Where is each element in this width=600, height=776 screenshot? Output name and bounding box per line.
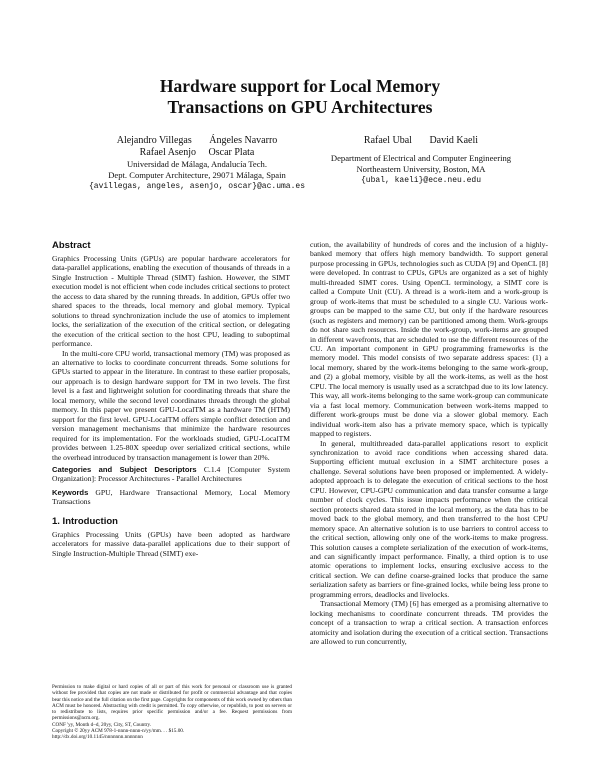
intro-paragraph-3: Transactional Memory (TM) [6] has emerged as a promising alternative to locking mechanisms to coordinate concurrent threads. TM provides the concept of a transaction to wrap a critical section. A transaction enforces atomicity and isolation during the execution of a critical section. Transactions are allowed to run concurrently,	[310, 599, 548, 647]
categories-descriptors	[52, 465, 290, 484]
affiliation-malaga	[62, 135, 332, 193]
abstract-paragraph-2: In the multi-core CPU world, transactional memory (TM) was proposed as an alternative to locks to coordinate concurrent threads. Some solutions for GPUs started to appear in the literature. In contrast to these earlier proposals, our approach is to design hardware support for TM in two levels. The first level is a fast and lightweight solution for coordinating threads that share the local memory, while the second level coordinates threads through the global memory. In this paper we present GPU-LocalTM as a hardware TM (HTM) support for the first level. GPU-LocalTM offers simple conflict detection and version management mechanisms that minimize the hardware resources required for its implementation. For the workloads studied, GPU-LocalTM provides between 1.25-80X speedup over serialized critical sections, while the overhead introduced by transaction management is lower than 20%.	[52, 348, 290, 462]
keywords	[52, 488, 290, 507]
affiliation-northeastern	[298, 135, 544, 187]
right-column	[310, 240, 548, 646]
doi-link[interactable]: http://dx.doi.org/10.1145/nnnnnnn.nnnnnnn	[52, 734, 143, 741]
author-email: {ubal, kaeli}@ece.neu.edu	[360, 176, 482, 186]
paper-title	[0, 76, 600, 118]
keywords-text: GPU, Hardware Transactional Memory, Local Memory Transactions	[52, 487, 290, 507]
intro-paragraph-1-cont: cution, the availability of hundreds of cores and the inclusion of a highly-banked memory that offers high memory bandwidth. To support general purpose processing in GPUs, technologies such as CUDA [9] and OpenCL [8] were developed. In contrast to CPUs, GPUs are organized as a set of highly multi-threaded SIMT cores. Using OpenCL terminology, a SIMT core is called a Compute Unit (CU). A thread is a work-item and a work-group is group of work-items that must be scheduled to a single CU. Various work-groups can be mapped to the same CU, but only if the hardware resources (such as registers and memory) can be partitioned among them. Work-groups do not share such resources. Inside the work-group, work-items are grouped in different wavefronts, that are scheduled to use the different resources of the CU. An important component in GPU programming frameworks is the memory model. This model consists of two separate address spaces: (1) a local memory, shared by the work-items belonging to the same work-group, and (2) a global memory, visible by all the work-items, as well as the host CPU. The local memory is usually used as a scratchpad due to its low latency. This way, all work-items belonging to the same work-group can communicate via a fast local memory. Communication between work-items mapped to different work-groups must be done via a slower global memory. Each individual work-item also has a private memory space, which is typically mapped to registers.	[310, 240, 548, 439]
title-line-2: Transactions on GPU Architectures	[167, 97, 433, 117]
abstract-heading: Abstract	[52, 240, 91, 251]
copyright-line: Copyright © 20yy ACM 978-1-nnnn-nnnn-n/yy/mm. . . $15.00.	[52, 728, 185, 735]
affiliation-line-2: Northeastern University, Boston, MA	[356, 164, 486, 175]
introduction-heading: 1. Introduction	[52, 515, 118, 527]
affiliation-line-1: Universidad de Málaga, Andalucía Tech.	[126, 159, 268, 169]
author-email: {avillegas, angeles, asenjo, oscar}@ac.uma.es	[88, 182, 306, 192]
keywords-heading: Keywords	[52, 487, 89, 497]
left-column	[52, 240, 290, 558]
intro-paragraph-2: In general, multithreaded data-parallel applications resort to explicit synchronization to avoid race conditions when accessing shared data. Supporting efficient mutual exclusion in a SIMT architecture poses a challenge. Several solutions have been proposed or implemented. A widely-adopted approach is to delegate the execution of critical sections to the host CPU. However, CPU-GPU communication and data transfer consume a large number of clock cycles. This issue impacts performance when the critical section protects shared data stored in the local memory, as the data has to be moved back to the global memory, and then transferred to the host CPU memory space. An alternative solution is to use barriers to control access to the critical section, allowing only one of the work-items to make progress. This solution causes a complete serialization of the execution of work-items, and can significantly impact performance. Finally, a third option is to use atomic operations to implement locks, ensuring exclusive access to the critical section. We can define coarse-grained locks that produce the same serialization safety as barriers or fine-grained locks, while being less prone to programming errors, deadlocks and livelocks.	[310, 438, 548, 599]
title-line-1: Hardware support for Local Memory	[159, 76, 441, 96]
author-names-2: Rafael Asenjo Oscar Plata	[139, 147, 255, 158]
conference-info: CONF 'yy, Month d–d, 20yy, City, ST, Country.	[52, 721, 152, 728]
author-names-1: Alejandro Villegas Ángeles Navarro	[116, 135, 278, 146]
abstract-paragraph-1: Graphics Processing Units (GPUs) are popular hardware accelerators for data-parallel applications, enabling the execution of thousands of threads in a Single Instruction - Multiple Thread (SIMT) fashion. However, the SIMT execution model is not efficient when code includes critical sections to protect the access to data shared by the running threads. In addition, GPUs offer two shared spaces to the threads, local memory and global memory. Typical solutions to thread synchronization include the use of atomics to implement locks, the serialization of the execution of the critical section, or delegating the execution of the critical section to the host CPU, leading to suboptimal performance.	[52, 254, 290, 349]
author-names: Rafael Ubal David Kaeli	[363, 135, 479, 146]
categories-heading: Categories and Subject Descriptors	[52, 464, 197, 474]
permission-text: Permission to make digital or hard copies of all or part of this work for personal or classroom use is granted without fee provided that copies are not made or distributed for profit or commercial advantage and that copies bear this notice and the full citation on the first page. Copyrights for components of this work owned by others than ACM must be honored. Abstracting with credit is permitted. To copy otherwise, or republish, to post on servers or to redistribute to lists, requires prior specific permission and/or a fee. Request permissions from permissions@acm.org.	[52, 684, 292, 722]
categories-text: C.1.4 [Computer System Organization]: Processor Architectures - Parallel Architectures	[52, 464, 290, 484]
introduction-paragraph-1: Graphics Processing Units (GPUs) have been adopted as hardware accelerators for massive data-parallel applications due to their support of Single Instruction-Multiple Thread (SIMT) exe-	[52, 529, 290, 558]
affiliation-line-1: Department of Electrical and Computer Engineering	[330, 153, 512, 163]
affiliation-line-2: Dept. Computer Architecture, 29071 Málaga, Spain	[108, 170, 286, 181]
permission-footnote	[52, 684, 292, 741]
